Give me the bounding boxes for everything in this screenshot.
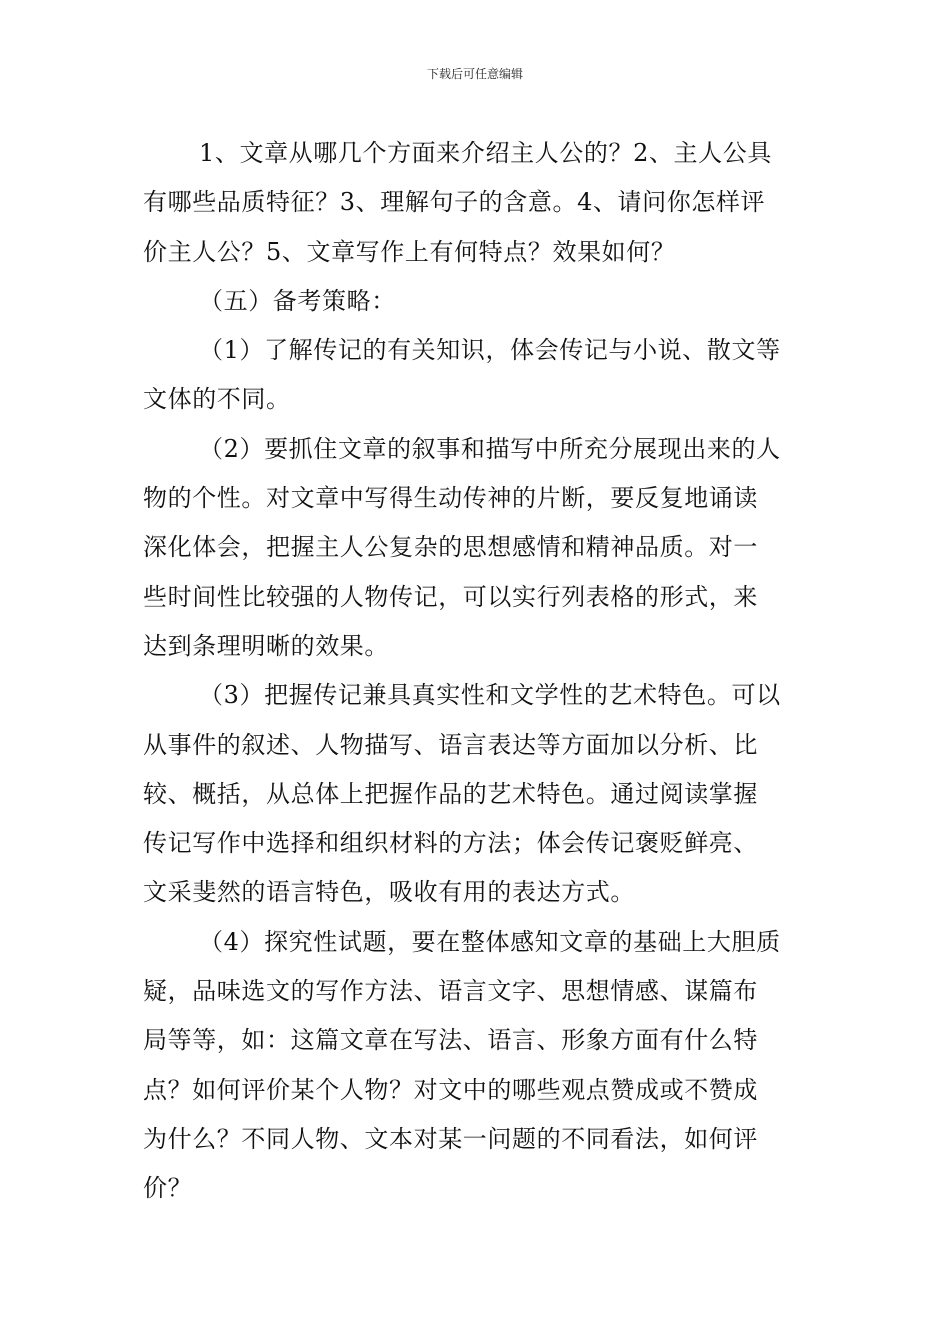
text-line: 价主人公？5、文章写作上有何特点？效果如何？ xyxy=(143,237,676,266)
text-line: 文体的不同。 xyxy=(143,385,291,414)
text-line: 物的个性。对文章中写得生动传神的片断，要反复地诵读 xyxy=(143,484,758,513)
text-line: 1、文章从哪几个方面来介绍主人公的？2、主人公具 xyxy=(199,139,772,167)
text-line: （2）要抓住文章的叙事和描写中所充分展现出来的人 xyxy=(199,434,781,463)
text-line: 从事件的叙述、人物描写、语言表达等方面加以分析、比 xyxy=(143,730,758,759)
text-line: 疑，品味选文的写作方法、语言文字、思想情感、谋篇布 xyxy=(143,977,758,1006)
text-line: 有哪些品质特征？3、理解句子的含意。4、请问你怎样评 xyxy=(143,188,766,217)
text-line: （3）把握传记兼具真实性和文学性的艺术特色。可以 xyxy=(199,681,781,710)
text-line: 传记写作中选择和组织材料的方法；体会传记褒贬鲜亮、 xyxy=(143,829,758,858)
section-heading: （五）备考策略： xyxy=(199,286,396,315)
text-line: 深化体会，把握主人公复杂的思想感情和精神品质。对一 xyxy=(143,533,758,562)
document-body xyxy=(143,129,808,1214)
text-line: （4）探究性试题，要在整体感知文章的基础上大胆质 xyxy=(199,927,781,956)
text-line: 较、概括，从总体上把握作品的艺术特色。通过阅读掌握 xyxy=(143,779,758,808)
text-line: （1）了解传记的有关知识，体会传记与小说、散文等 xyxy=(199,336,781,365)
text-line: 些时间性比较强的人物传记，可以实行列表格的形式，来 xyxy=(143,582,758,611)
page-header: 下载后可任意编辑 xyxy=(426,67,523,81)
text-line: 为什么？不同人物、文本对某一问题的不同看法，如何评 xyxy=(143,1124,758,1153)
text-line: 局等等，如：这篇文章在写法、语言、形象方面有什么特 xyxy=(143,1026,758,1055)
text-line: 达到条理明晰的效果。 xyxy=(143,631,389,660)
text-line: 点？如何评价某个人物？对文中的哪些观点赞成或不赞成 xyxy=(143,1075,758,1104)
text-line: 文采斐然的语言特色，吸收有用的表达方式。 xyxy=(143,878,635,907)
text-line: 价？ xyxy=(143,1174,193,1203)
